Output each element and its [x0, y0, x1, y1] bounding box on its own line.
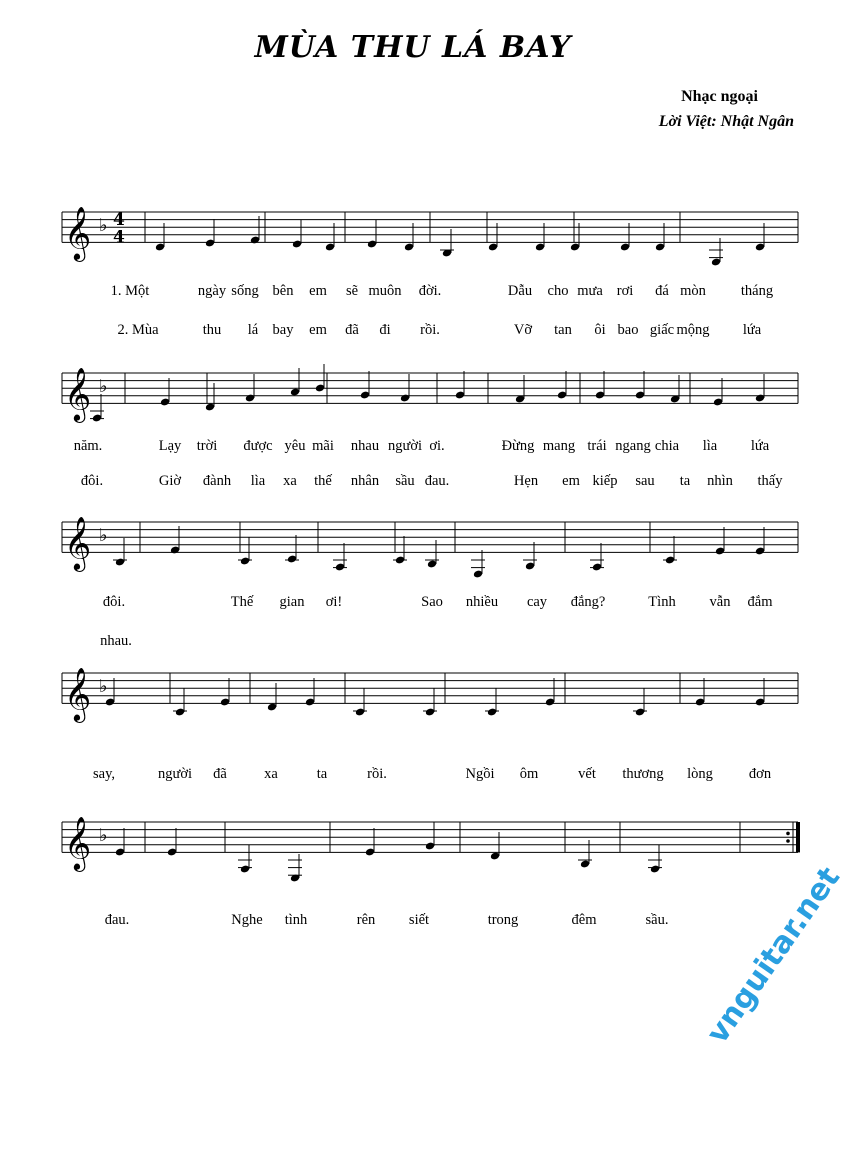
lyric-syllable: mãi	[312, 438, 334, 454]
lyric-syllable: xa	[264, 766, 278, 782]
final-barline-thick	[796, 822, 800, 852]
note-head	[423, 688, 437, 716]
lyric-syllable: lìa	[702, 438, 718, 454]
lyric-syllable: rồi.	[367, 766, 387, 782]
lyric-syllable: ôm	[519, 766, 539, 782]
note-head	[695, 678, 705, 706]
note-head	[485, 688, 499, 716]
note-head	[250, 216, 260, 244]
note-head	[578, 840, 592, 868]
note-head	[440, 229, 454, 257]
note-head	[290, 368, 300, 396]
note-head	[425, 822, 435, 850]
note-head	[557, 371, 567, 399]
lyric-syllable: thấy	[757, 473, 783, 489]
lyric-syllable: nhau	[350, 438, 380, 454]
lyric-syllable: 1. Một	[110, 283, 150, 299]
treble-clef-icon: 𝄞	[64, 366, 92, 421]
staff-system-2	[0, 353, 826, 433]
note-head	[173, 688, 187, 716]
lyric-syllable: Nghe	[231, 912, 263, 928]
lyric-syllable: lứa	[750, 438, 770, 454]
lyric-syllable: nhau.	[100, 633, 132, 649]
lyric-syllable: đau.	[104, 912, 130, 928]
note-head	[713, 378, 723, 406]
lyric-syllable: mưa	[577, 283, 603, 299]
note-head	[285, 535, 299, 563]
lyric-syllable: ôi	[594, 322, 606, 338]
note-head	[663, 536, 677, 564]
lyric-syllable: đành	[202, 473, 232, 489]
time-signature-bottom: 4	[113, 227, 125, 248]
lyric-syllable: bên	[272, 283, 294, 299]
lyric-syllable: Hẹn	[513, 473, 539, 489]
lyricist-credit: Lời Việt: Nhật Ngân	[658, 113, 794, 130]
lyric-syllable: đắng?	[570, 594, 606, 610]
lyric-syllable: Thế	[230, 594, 254, 610]
note-head	[115, 828, 125, 856]
lyric-syllable: xa	[283, 473, 297, 489]
treble-clef-icon: 𝄞	[64, 815, 92, 870]
lyric-syllable: trong	[487, 912, 519, 928]
flat-key-signature-icon: ♭	[99, 825, 108, 847]
note-head	[288, 854, 302, 882]
lyric-syllable: bay	[272, 322, 294, 338]
lyric-syllable: nhìn	[707, 473, 733, 489]
note-head	[455, 371, 465, 399]
flat-key-signature-icon: ♭	[99, 676, 108, 698]
lyric-syllable: thế	[314, 473, 332, 489]
lyric-syllable: được	[243, 438, 273, 454]
lyric-syllable: đôi.	[102, 594, 126, 610]
lyric-syllable: Đừng	[501, 438, 535, 454]
lyric-syllable: mang	[542, 438, 576, 454]
lyric-syllable: đời.	[418, 283, 442, 299]
lyric-syllable: cay	[526, 594, 548, 610]
lyric-syllable: sẽ	[345, 283, 359, 299]
lyric-syllable: đi	[379, 322, 391, 338]
lyric-syllable: lòng	[687, 766, 713, 782]
lyric-syllable: đau.	[424, 473, 450, 489]
lyric-syllable: sầu	[395, 473, 415, 489]
lyric-syllable: ơi!	[325, 594, 343, 610]
note-head	[425, 540, 439, 568]
flat-key-signature-icon: ♭	[99, 215, 108, 237]
lyric-syllable: Ngồi	[465, 766, 495, 782]
lyric-syllable: em	[562, 473, 580, 489]
note-head	[633, 688, 647, 716]
lyric-syllable: mòn	[680, 283, 706, 299]
song-title: MÙA THU LÁ BAY	[254, 30, 572, 65]
repeat-dot	[786, 839, 790, 843]
note-head	[90, 394, 104, 422]
note-head	[160, 378, 170, 406]
lyric-syllable: đơn	[748, 766, 772, 782]
lyric-syllable: gian	[279, 594, 305, 610]
note-head	[515, 375, 525, 403]
lyric-syllable: sau	[635, 473, 655, 489]
lyric-syllable: lứa	[742, 322, 762, 338]
lyric-syllable: muôn	[368, 283, 402, 299]
staff-system-4	[0, 653, 826, 733]
lyric-syllable: ta	[316, 766, 328, 782]
repeat-dot	[786, 832, 790, 836]
staff-system-3	[0, 502, 826, 582]
note-head	[523, 542, 537, 570]
treble-clef-icon: 𝄞	[64, 666, 92, 721]
lyric-syllable: em	[309, 322, 327, 338]
lyric-syllable: Vỡ	[513, 322, 533, 338]
note-head	[333, 543, 347, 571]
lyric-syllable: người	[157, 766, 193, 782]
note-head	[267, 683, 277, 711]
lyric-syllable: mộng	[676, 322, 710, 338]
lyric-syllable: vẫn	[709, 594, 731, 610]
note-head	[170, 526, 180, 554]
lyric-syllable: lá	[247, 322, 259, 338]
note-head	[365, 828, 375, 856]
lyric-syllable: ơi.	[429, 438, 445, 454]
note-head	[590, 543, 604, 571]
lyric-syllable: đã	[345, 322, 359, 338]
lyric-syllable: năm.	[73, 438, 103, 454]
note-head	[490, 832, 500, 860]
note-head	[755, 527, 765, 555]
lyric-syllable: nhân	[350, 473, 380, 489]
lyric-syllable: yêu	[284, 438, 306, 454]
lyric-syllable: ngang	[615, 438, 651, 454]
lyric-syllable: đôi.	[80, 473, 104, 489]
note-head	[715, 527, 725, 555]
note-head	[471, 550, 485, 578]
note-head	[292, 220, 302, 248]
time-signature-top: 4	[113, 210, 125, 231]
lyric-syllable: kiếp	[592, 473, 618, 489]
lyric-syllable: thương	[622, 766, 664, 782]
lyric-syllable: Dẫu	[507, 283, 533, 299]
note-head	[360, 371, 370, 399]
lyric-syllable: Sao	[421, 594, 443, 610]
note-head	[755, 678, 765, 706]
note-head	[635, 371, 645, 399]
lyric-syllable: siết	[408, 912, 430, 928]
lyric-syllable: tháng	[740, 283, 774, 299]
lyric-syllable: ngày	[197, 283, 227, 299]
staff-lines	[62, 673, 798, 703]
lyric-syllable: người	[387, 438, 423, 454]
lyric-syllable: say,	[92, 766, 116, 782]
note-head	[648, 845, 662, 873]
lyric-syllable: sống	[231, 283, 259, 299]
note-head	[238, 845, 252, 873]
lyric-syllable: đắm	[747, 594, 773, 610]
staff-system-1	[0, 192, 826, 272]
lyric-syllable: trái	[587, 438, 607, 454]
lyric-syllable: bao	[617, 322, 639, 338]
lyric-syllable: chia	[654, 438, 680, 454]
lyric-syllable: Tình	[648, 594, 676, 610]
lyric-syllable: đã	[213, 766, 227, 782]
lyric-syllable: ta	[679, 473, 691, 489]
lyric-syllable: rơi	[616, 283, 634, 299]
flat-key-signature-icon: ♭	[99, 525, 108, 547]
flat-key-signature-icon: ♭	[99, 376, 108, 398]
note-head	[205, 219, 215, 247]
note-head	[545, 678, 555, 706]
lyric-syllable: giấc	[649, 322, 675, 338]
staff-system-5	[0, 802, 826, 882]
note-head	[595, 371, 605, 399]
lyric-syllable: tan	[554, 322, 572, 338]
note-head	[367, 220, 377, 248]
lyric-syllable: Lạy	[158, 438, 182, 454]
note-head	[670, 375, 680, 403]
treble-clef-icon: 𝄞	[64, 515, 92, 570]
note-head	[220, 678, 230, 706]
lyric-syllable: thu	[202, 322, 222, 338]
lyric-syllable: cho	[547, 283, 569, 299]
lyric-syllable: lìa	[250, 473, 266, 489]
lyric-syllable: nhiều	[465, 594, 499, 610]
lyric-syllable: Giờ	[158, 473, 182, 489]
note-head	[305, 678, 315, 706]
note-head	[315, 364, 325, 392]
note-head	[205, 383, 215, 411]
lyric-syllable: em	[309, 283, 327, 299]
lyric-syllable: 2. Mùa	[117, 322, 159, 338]
lyric-syllable: rên	[356, 912, 376, 928]
lyric-syllable: vết	[578, 766, 596, 782]
lyric-syllable: sầu.	[645, 912, 669, 928]
lyric-syllable: rồi.	[420, 322, 440, 338]
note-head	[167, 828, 177, 856]
lyric-syllable: đá	[655, 283, 669, 299]
watermark: vnguitar.net	[700, 860, 847, 1051]
lyric-syllable: tình	[284, 912, 308, 928]
lyric-syllable: đêm	[571, 912, 597, 928]
treble-clef-icon: 𝄞	[64, 205, 92, 260]
lyric-syllable: trời	[196, 438, 218, 454]
composer-credit: Nhạc ngoại	[681, 88, 758, 105]
staff-lines	[62, 373, 798, 403]
note-head	[353, 688, 367, 716]
